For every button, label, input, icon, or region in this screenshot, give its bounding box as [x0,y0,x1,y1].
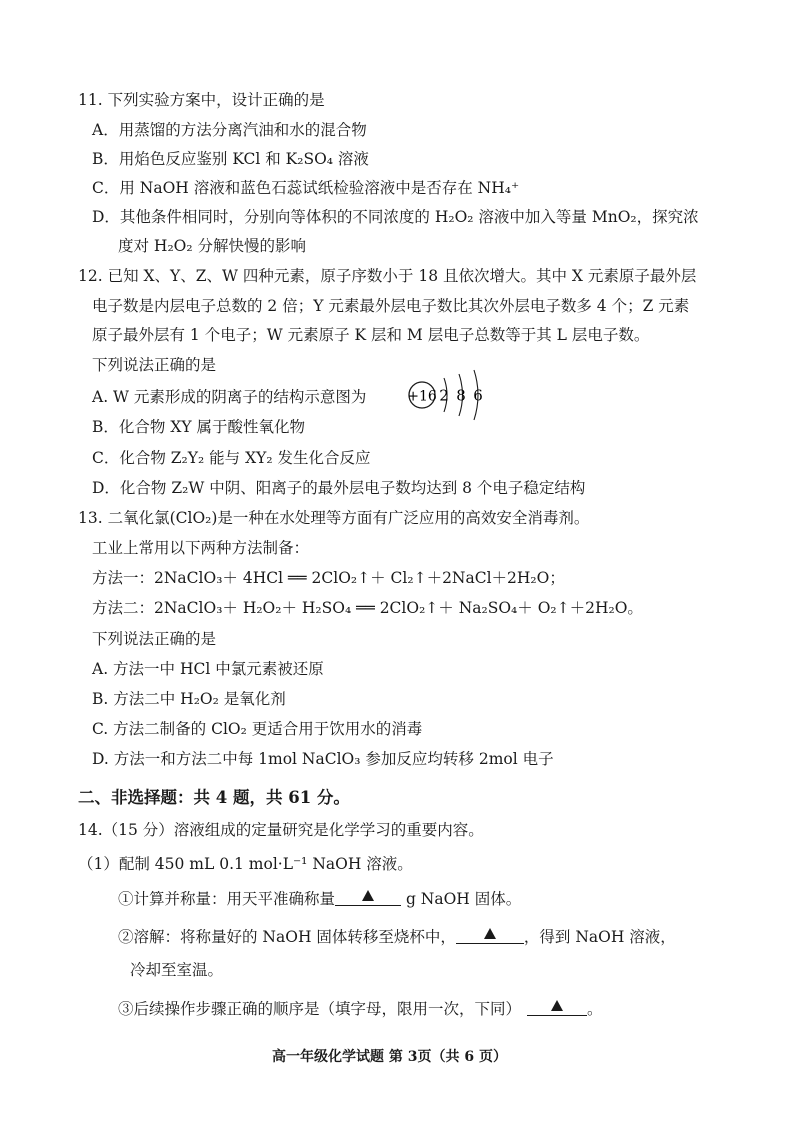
q12-stem-line2: 电子数是内层电子总数的 2 倍；Y 元素最外层电子数比其次外层电子数多 4 个；Z 元素 [92,297,690,315]
q14-part-1: （1）配制 450 mL 0.1 mol·L⁻¹ NaOH 溶液。 [78,855,413,873]
shell-2-electrons: 8 [456,386,466,405]
q13-stem-line2: 工业上常用以下两种方法制备： [92,539,310,557]
shell-3-electrons: 6 [473,386,483,405]
section-heading: 二、非选择题：共 4 题，共 61 分。 [78,788,350,807]
q14-step-1 [118,887,521,910]
q13-method-2: 方法二：2NaClO₃＋ H₂O₂＋ H₂SO₄ ══ 2ClO₂↑＋ Na₂SO₄＋ O₂↑＋2H₂O。 [92,599,643,617]
triangle-icon [484,928,496,939]
q12-option-a: A. W 元素形成的阴离子的结构示意图为 [92,388,367,406]
q13-stem: 13. 二氧化氯(ClO₂)是一种在水处理等方面有广泛应用的高效安全消毒剂。 [78,509,590,527]
q12-stem-line3: 原子最外层有 1 个电子；W 元素原子 K 层和 M 层电子总数等于其 L 层电子数。 [92,326,650,344]
answer-blank-1[interactable] [335,887,401,906]
shell-1-electrons: 2 [439,386,449,405]
q11-option-c: C．用 NaOH 溶液和蓝色石蕊试纸检验溶液中是否存在 NH₄⁺ [92,179,520,197]
q11-option-d-line2: 度对 H₂O₂ 分解快慢的影响 [118,237,307,255]
q11-stem: 11. 下列实验方案中，设计正确的是 [78,91,325,109]
q11-option-a: A．用蒸馏的方法分离汽油和水的混合物 [92,121,367,139]
nucleus-charge: +16 [407,388,437,405]
q11-option-b: B．用焰色反应鉴别 KCl 和 K₂SO₄ 溶液 [92,150,369,168]
triangle-icon [362,890,374,901]
q13-method-1: 方法一：2NaClO₃＋ 4HCl ══ 2ClO₂↑＋ Cl₂↑＋2NaCl＋2H₂O； [92,569,565,587]
answer-blank-3[interactable] [527,997,587,1016]
q14-step-3-end: 。 [587,1000,603,1018]
q13-option-b: B. 方法二中 H₂O₂ 是氧化剂 [92,690,286,708]
q14-step-3-text: ③后续操作步骤正确的顺序是（填字母，限用一次，下同） [118,1000,522,1018]
q12-option-c: C．化合物 Z₂Y₂ 能与 XY₂ 发生化合反应 [92,449,371,467]
q14-step-2 [118,925,676,948]
q12-stem-line1: 12. 已知 X、Y、Z、W 四种元素，原子序数小于 18 且依次增大。其中 X 元素原子最外层 [78,267,697,285]
q14-step-1-unit: g NaOH 固体。 [401,890,522,908]
q11-option-d-line1: D．其他条件相同时，分别向等体积的不同浓度的 H₂O₂ 溶液中加入等量 MnO₂，探究浓 [92,208,699,226]
q12-prompt: 下列说法正确的是 [92,356,217,374]
answer-blank-2[interactable] [456,925,524,944]
triangle-icon [551,1000,563,1011]
page-footer: 高一年级化学试题 第 3页（共 6 页） [272,1049,507,1065]
q13-option-d: D. 方法一和方法二中每 1mol NaClO₃ 参加反应均转移 2mol 电子 [92,750,554,768]
q13-prompt: 下列说法正确的是 [92,630,217,648]
q13-option-a: A. 方法一中 HCl 中氯元素被还原 [92,660,324,678]
q14-step-2-cont: 冷却至室温。 [130,961,224,979]
q13-option-c: C. 方法二制备的 ClO₂ 更适合用于饮用水的消毒 [92,720,423,738]
q14-step-2-result: ，得到 NaOH 溶液， [523,928,676,946]
q12-option-b: B．化合物 XY 属于酸性氧化物 [92,418,306,436]
q14-step-3 [118,997,603,1020]
q12-option-d: D．化合物 Z₂W 中阴、阳离子的最外层电子数均达到 8 个电子稳定结构 [92,479,586,497]
q14-step-2-text: ②溶解：将称量好的 NaOH 固体转移至烧杯中， [118,928,456,946]
q14-stem: 14.（15 分）溶液组成的定量研究是化学学习的重要内容。 [78,821,484,839]
q14-step-1-text: ①计算并称量：用天平准确称量 [118,890,336,908]
atom-structure-diagram [404,366,496,424]
